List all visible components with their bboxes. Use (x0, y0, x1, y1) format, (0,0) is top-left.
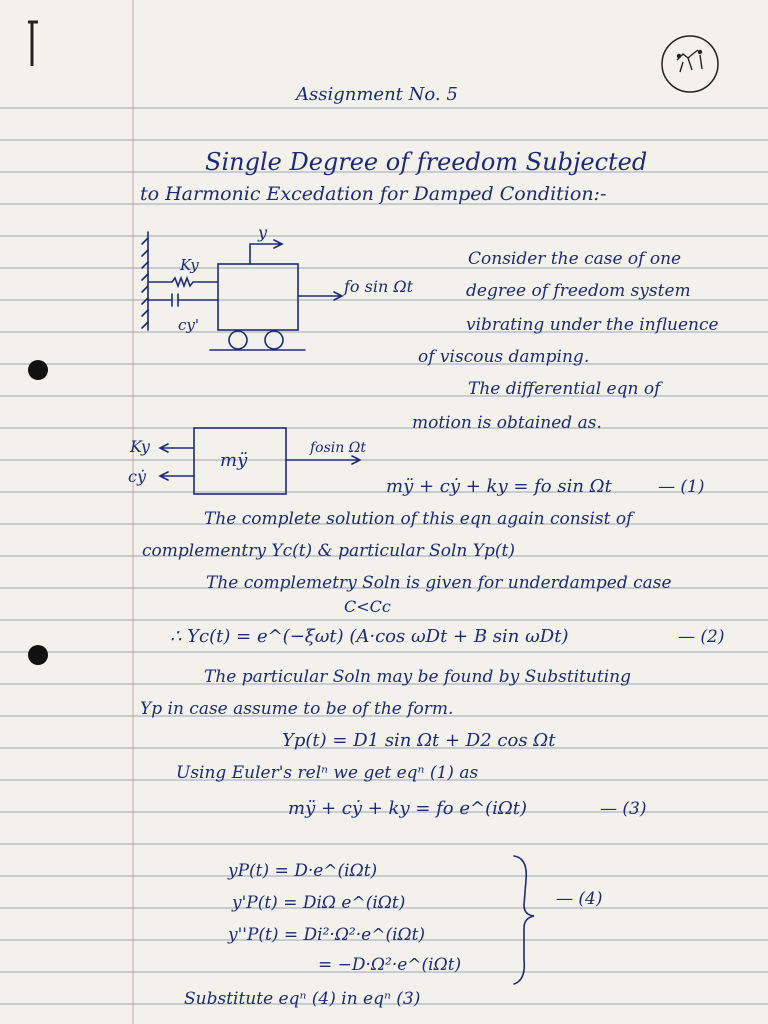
equation-4-tag: — (4) (556, 889, 603, 909)
heading-line-1: Single Degree of freedom Subjected (205, 148, 648, 176)
heading-line-2: to Harmonic Excedation for Damped Condition:- (140, 183, 607, 205)
equation-3-tag: — (3) (600, 799, 647, 819)
assignment-title: Assignment No. 5 (296, 84, 458, 105)
free-body-diagram (160, 428, 360, 494)
system-brace (514, 856, 534, 984)
particular-form: Yp(t) = D1 sin Ωt + D2 cos Ωt (282, 730, 556, 751)
complementary-line: complementry Yc(t) & particular Soln Yp(t) (142, 541, 515, 561)
label-force: fo sin Ωt (344, 277, 414, 296)
damping-condition: C<Cc (344, 597, 391, 616)
equation-3: mÿ + cẏ + ky = fo e^(iΩt) (288, 798, 528, 819)
fbd-mass: mÿ (220, 450, 248, 471)
intro-line-1: Consider the case of one (468, 249, 682, 269)
complementary-given-line: The complemetry Soln is given for underdamped case (206, 573, 672, 593)
particular-line-2: Yp in case assume to be of the form. (140, 699, 454, 719)
intro-line-4: of viscous damping. (418, 347, 590, 367)
euler-line: Using Euler's relⁿ we get eqⁿ (1) as (176, 763, 479, 783)
equation-2-tag: — (2) (678, 627, 725, 647)
equation-1: mÿ + cẏ + ky = fo sin Ωt (386, 476, 612, 497)
equation-2: ∴ Yc(t) = e^(−ξωt) (A·cos ωDt + B sin ωDt) (170, 626, 569, 647)
substitute-line: Substitute eqⁿ (4) in eqⁿ (3) (184, 989, 421, 1009)
intro-line-5: The differential eqn of (468, 379, 661, 399)
binder-hole-top (28, 360, 48, 380)
complete-solution-line: The complete solution of this eqn again consist of (204, 509, 633, 529)
fbd-left-2: cẏ (128, 467, 146, 486)
system-line-1: yP(t) = D·e^(iΩt) (228, 861, 378, 881)
particular-line-1: The particular Soln may be found by Substituting (204, 667, 631, 687)
binder-hole-bottom (28, 645, 48, 665)
fbd-force: fosin Ωt (310, 440, 366, 456)
intro-line-3: vibrating under the influence (466, 315, 719, 335)
equation-1-tag: — (1) (658, 477, 705, 497)
label-ky: Ky (180, 256, 199, 274)
system-line-4: = −D·Ω²·e^(iΩt) (318, 955, 462, 975)
intro-line-6: motion is obtained as. (412, 413, 602, 433)
system-line-3: y''P(t) = Di²·Ω²·e^(iΩt) (228, 925, 426, 945)
label-y: y (258, 223, 268, 242)
logo-stamp (662, 36, 718, 92)
intro-line-2: degree of freedom system (466, 281, 691, 301)
label-cy: cy' (178, 316, 199, 334)
fbd-left-1: Ky (130, 437, 150, 456)
corner-mark (28, 22, 38, 66)
system-line-2: y'P(t) = DiΩ e^(iΩt) (232, 893, 406, 913)
